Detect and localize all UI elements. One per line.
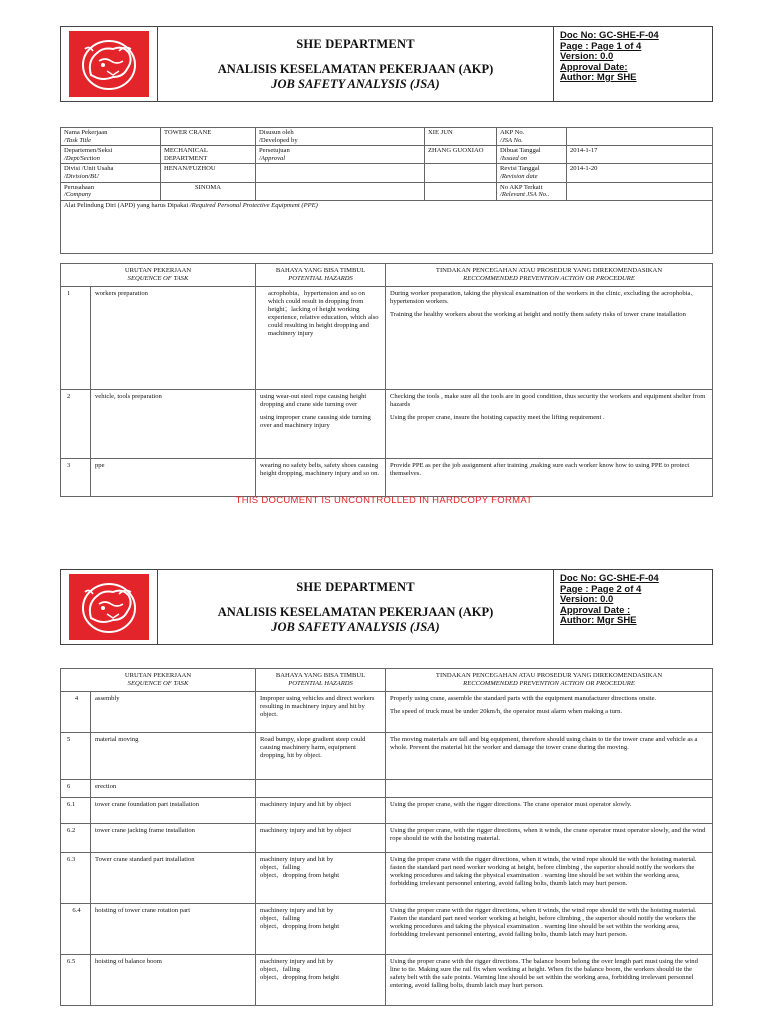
akp-title: ANALISIS KESELAMATAN PEKERJAAN (AKP) bbox=[217, 61, 494, 76]
task-table bbox=[60, 668, 713, 1006]
table-row bbox=[61, 853, 713, 904]
row-hazard: using wear-out steel rope causing height dropping and crane side turning over using improper crane causing side turning over and machinery injury bbox=[256, 389, 386, 458]
row-number: 6.3 bbox=[61, 853, 91, 904]
row-hazard bbox=[256, 780, 386, 798]
semen-merah-putih-logo bbox=[69, 31, 149, 97]
table-row bbox=[61, 824, 713, 853]
uncontrolled-notice: THIS DOCUMENT IS UNCONTROLLED IN HARDCOPY FORMAT bbox=[235, 495, 533, 506]
row-task: hoisting of balance boom bbox=[91, 955, 256, 1006]
author: Author: Mgr SHE bbox=[560, 615, 637, 626]
title-cell bbox=[158, 27, 554, 101]
info-row-dept bbox=[61, 146, 713, 164]
hazards-header-en: POTENTIAL HAZARDS bbox=[288, 274, 353, 282]
task-table bbox=[60, 263, 713, 497]
row-task: ppe bbox=[91, 458, 256, 496]
action-header: TINDAKAN PENCEGAHAN ATAU PROSEDUR YANG DIREKOMENDASIKAN bbox=[435, 266, 663, 274]
action-header-en: RECCOMMENDED PREVENTION ACTION OR PROCEDURE bbox=[463, 274, 635, 282]
document-header bbox=[60, 26, 713, 102]
row-number: 4 bbox=[61, 692, 91, 733]
row-action: Properly using crane, assemble the standard parts with the equipment manufacturer directions onsite. The speed of truck must be under 20km/h, the operator must alarm when making a turn. bbox=[386, 692, 713, 733]
revision-label-en: /Revision date bbox=[500, 172, 538, 180]
hazards-header: BAHAYA YANG BISA TIMBUL bbox=[275, 672, 366, 679]
approval-label: Persetujuan bbox=[259, 147, 290, 155]
page-number: Page : Page 2 of 4 bbox=[560, 583, 642, 595]
row-number: 2 bbox=[61, 389, 91, 458]
title-cell bbox=[158, 570, 554, 644]
info-row-ppe bbox=[61, 200, 713, 253]
company-value: SINOMA bbox=[161, 182, 256, 200]
row-hazard: machinery injury and hit by object、falling object、dropping from height bbox=[256, 955, 386, 1006]
table-row bbox=[61, 733, 713, 780]
jsa-title: JOB SAFETY ANALYSIS (JSA) bbox=[271, 619, 440, 634]
doc-number: Doc No: GC-SHE-F-04 bbox=[560, 30, 659, 41]
developed-by-value: XIE JUN bbox=[425, 128, 497, 146]
akp-title: ANALISIS KESELAMATAN PEKERJAAN (AKP) bbox=[217, 604, 494, 619]
row-task: workers preparation bbox=[91, 286, 256, 389]
developed-by-label: Disusun oleh /Developed by bbox=[259, 129, 298, 144]
issued-value: 2014-1-17 bbox=[567, 146, 713, 164]
ppe-label: Alat Pelindung Diri (APD) yang harus Dipakai bbox=[64, 201, 189, 209]
company-logo-cell bbox=[61, 570, 158, 644]
row-hazard: acrophobia、hypertension and so on which could result in dropping from height；lacking of height working experience, relative education, which also could resulting in height dropping and machinery injury bbox=[256, 286, 386, 389]
row-task: erection bbox=[91, 780, 256, 798]
company-logo-cell bbox=[61, 27, 158, 101]
dept-value-line1: MECHANICAL bbox=[164, 147, 208, 155]
approval-date: Approval Date: bbox=[560, 61, 628, 73]
row-hazard: machinery injury and hit by object、falling object、dropping from height bbox=[256, 853, 386, 904]
division-label-en: /Division/BU bbox=[64, 172, 99, 180]
document-header bbox=[60, 569, 713, 645]
table-row bbox=[61, 286, 713, 389]
sequence-header: URUTAN PEKERJAAN bbox=[124, 672, 192, 679]
ppe-label-en: /Required Personal Protective Equipment (PPE) bbox=[189, 201, 318, 209]
table-row bbox=[61, 692, 713, 733]
row-action: Using the proper crane with the rigger directions, when it winds, the wind rope should tie with the hoisting material. Fasten the standard part need worker working at height, before climbing , the superior should notify the workers the working procedures and taking the physical examination . warning line should be set within the working area, forbidding irrelevant personnel entering, avoid falling bolts, thumb latch may hurt person. bbox=[386, 904, 713, 955]
row-action: Using the proper crane with the rigger directions. The balance boom belong the over length part must using the wind line to tie. Making sure the rail fix when working at height. When fix the balance boom, the workers should tie the safety belt with the safe points. Warning line should be set within the working area, forbidding irrelevant personnel entering, avoid falling bolts, thumb latch may hurt person. bbox=[386, 955, 713, 1006]
document-control-info bbox=[554, 570, 712, 644]
division-value: HENAN/FUZHOU bbox=[161, 164, 256, 182]
task-table-header bbox=[61, 669, 713, 692]
row-number: 5 bbox=[61, 733, 91, 780]
row-action: Checking the tools , make sure all the tools are in good condition, thus security the workers and equipment shelter from hazards Using the proper crane, insure the hoisting capacity meet the lifting requirement . bbox=[386, 389, 713, 458]
jsa-title: JOB SAFETY ANALYSIS (JSA) bbox=[271, 76, 440, 91]
row-task: hoisting of tower crane rotation part bbox=[91, 904, 256, 955]
row-number: 3 bbox=[61, 458, 91, 496]
row-number: 6.1 bbox=[61, 798, 91, 824]
row-hazard: machinery injury and hit by object bbox=[256, 824, 386, 853]
row-hazard: wearing no safety belts, safety shoes causing height dropping, machinery injury and so on. bbox=[256, 458, 386, 496]
task-table-header bbox=[61, 263, 713, 286]
dept-value-line2: DEPARTMENT bbox=[164, 154, 208, 162]
relevant-jsa-label: No AKP Terkait bbox=[500, 183, 543, 191]
issued-label-en: /Issued on bbox=[500, 154, 527, 162]
table-row bbox=[61, 389, 713, 458]
row-action: The moving materials are tall and big equipment, therefore should using chain to tie the tower crane and vehicle as a whole. Prevent the material hit the worker and damage the tower crane during the moving. bbox=[386, 733, 713, 780]
dept-label: Departemen/Seksi bbox=[64, 147, 113, 155]
semen-merah-putih-logo bbox=[69, 574, 149, 640]
jsa-page-1 bbox=[60, 26, 713, 497]
revision-label: Revisi Tanggal bbox=[500, 165, 540, 173]
row-task: tower crane jacking frame installation bbox=[91, 824, 256, 853]
info-row-task bbox=[61, 128, 713, 146]
row-task: assembly bbox=[91, 692, 256, 733]
task-title-label: Nama Pekerjaan bbox=[64, 129, 108, 136]
sequence-header-en: SEQUENCE OF TASK bbox=[127, 274, 189, 282]
page-number: Page : Page 1 of 4 bbox=[560, 40, 642, 52]
author: Author: Mgr SHE bbox=[560, 72, 637, 83]
company-label-en: /Company bbox=[64, 191, 92, 199]
dept-label-en: /Dept/Section bbox=[64, 154, 100, 162]
approval-value: ZHANG GUOXIAO bbox=[425, 146, 497, 164]
job-info-table bbox=[60, 127, 713, 254]
row-number: 6.5 bbox=[61, 955, 91, 1006]
approval-date: Approval Date : bbox=[560, 604, 631, 616]
sequence-header: URUTAN PEKERJAAN bbox=[124, 266, 192, 274]
row-hazard: machinery injury and hit by object bbox=[256, 798, 386, 824]
table-row bbox=[61, 458, 713, 496]
hazards-header-en: POTENTIAL HAZARDS bbox=[288, 680, 353, 687]
row-action: During worker preparation, taking the physical examination of the workers in the clinic, excluding the acrophobia、hypertension workers. Training the healthy workers about the working at height and notify them safety risks of tower crane installation bbox=[386, 286, 713, 389]
row-action bbox=[386, 780, 713, 798]
info-row-company bbox=[61, 182, 713, 200]
hazards-header: BAHAYA YANG BISA TIMBUL bbox=[275, 266, 366, 274]
row-action: Using the proper crane, with the rigger directions. The crane operator must operator slowly. bbox=[386, 798, 713, 824]
department-title: SHE DEPARTMENT bbox=[296, 579, 415, 594]
row-action: Provide PPE as per the job assignment after training ,making sure each worker know how to using PPE to protect themselves. bbox=[386, 458, 713, 496]
table-row bbox=[61, 780, 713, 798]
row-number: 6.4 bbox=[61, 904, 91, 955]
row-hazard: machinery injury and hit by object、falling object、dropping from height bbox=[256, 904, 386, 955]
department-title: SHE DEPARTMENT bbox=[296, 36, 415, 51]
issued-label: Dibuat Tanggal bbox=[500, 147, 541, 155]
row-number: 6.2 bbox=[61, 824, 91, 853]
info-row-division bbox=[61, 164, 713, 182]
row-hazard: Improper using vehicles and direct workers resulting in machinery injury and hit by object. bbox=[256, 692, 386, 733]
relevant-jsa-label-en: /Relevant JSA No.. bbox=[500, 191, 550, 199]
table-row bbox=[61, 955, 713, 1006]
revision-value: 2014-1-20 bbox=[567, 164, 713, 182]
version: Version: 0.0 bbox=[560, 51, 614, 62]
table-row bbox=[61, 798, 713, 824]
row-number: 1 bbox=[61, 286, 91, 389]
row-number: 6 bbox=[61, 780, 91, 798]
table-row bbox=[61, 904, 713, 955]
sequence-header-en: SEQUENCE OF TASK bbox=[127, 680, 189, 687]
doc-number: Doc No: GC-SHE-F-04 bbox=[560, 573, 659, 584]
row-hazard: Road bumpy, slope gradient steep could causing machinery harm, equipment dropping, hit by object. bbox=[256, 733, 386, 780]
division-label: Divisi /Unit Usaha bbox=[64, 165, 114, 173]
row-task: tower crane foundation part installation bbox=[91, 798, 256, 824]
row-task: vehicle, tools preparation bbox=[91, 389, 256, 458]
approval-label-en: /Approval bbox=[259, 154, 286, 162]
row-action: Using the proper crane, with the rigger directions, when it winds, the crane operator must operator slowly, and the wind rope should tie with the hoisting material. bbox=[386, 824, 713, 853]
row-task: Tower crane standard part installation bbox=[91, 853, 256, 904]
row-task: material moving bbox=[91, 733, 256, 780]
document-control-info bbox=[554, 27, 712, 101]
jsa-no-label-en: /JSA No. bbox=[500, 136, 523, 144]
task-title-value: TOWER CRANE bbox=[161, 128, 256, 146]
jsa-no-label: AKP No. bbox=[500, 129, 525, 136]
company-label: Perusahaan bbox=[64, 183, 95, 191]
action-header-en: RECCOMMENDED PREVENTION ACTION OR PROCEDURE bbox=[463, 680, 635, 687]
jsa-page-2 bbox=[60, 569, 713, 1006]
action-header: TINDAKAN PENCEGAHAN ATAU PROSEDUR YANG DIREKOMENDASIKAN bbox=[435, 672, 663, 679]
row-action: Using the proper crane with the rigger directions, when it winds, the wind rope should tie with the hoisting material. fasten the standard part need worker working at height, before climbing , the superior should notify the workers the working procedures and taking the physical examination . warning line should be set within the working area, forbidding irrelevant personnel entering, avoid falling bolts, thumb latch may hurt person. bbox=[386, 853, 713, 904]
version: Version: 0.0 bbox=[560, 594, 614, 605]
task-title-label-en: /Task Title bbox=[64, 136, 92, 144]
